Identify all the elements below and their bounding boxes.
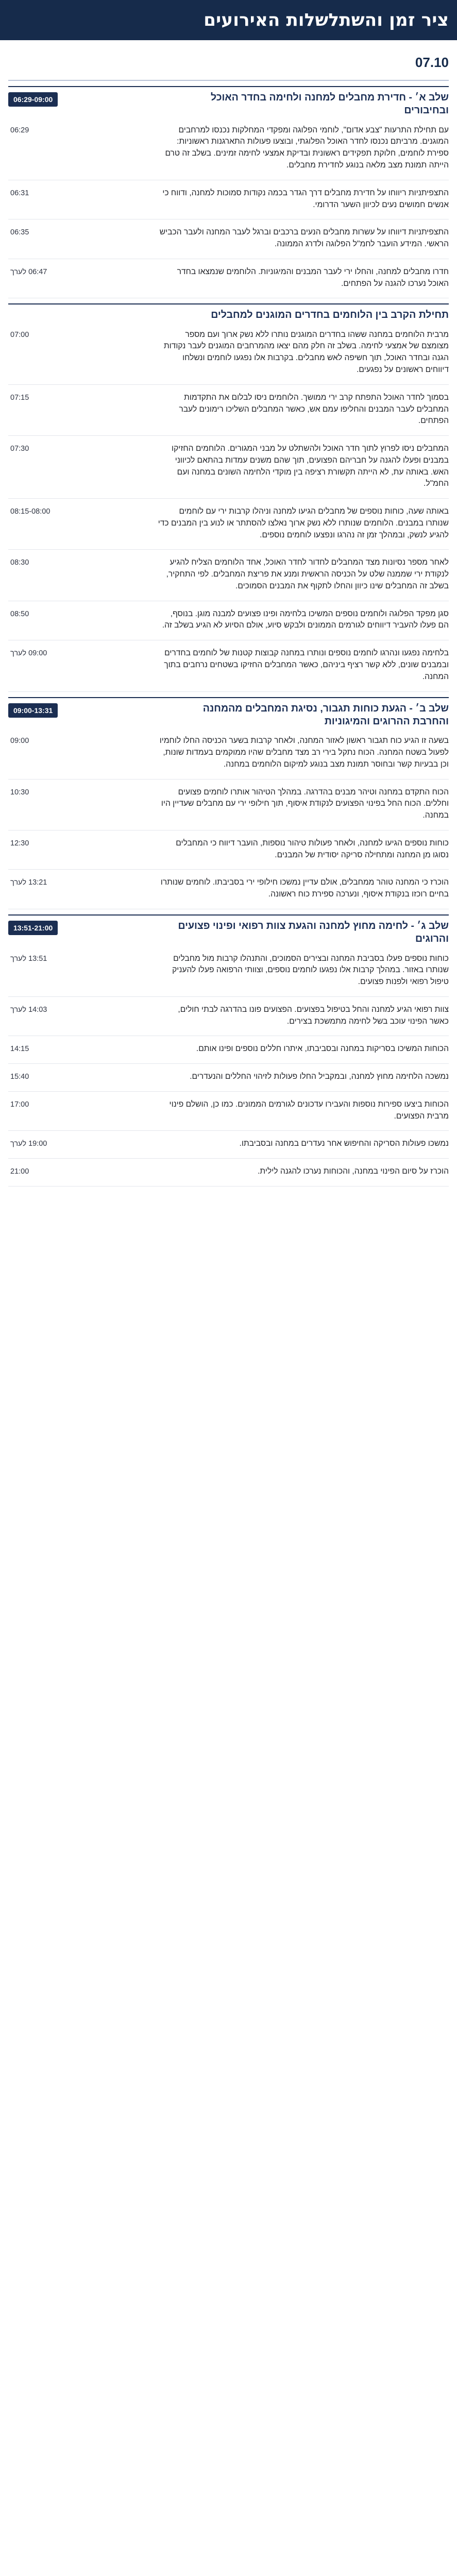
timeline-content <box>0 40 457 1187</box>
entry-paragraph: בלחימה נפגעו ונהרגו לוחמים נוספים ונותרו במחנה קבוצות קטנות של לוחמים בחדרים ובמבנים שונים, ללא קשר רציף ביניהם, כאשר המחבלים החזיקו בשטחים נרחבים בתוך המחנה. <box>164 649 449 681</box>
entry-text <box>158 735 449 770</box>
entry-text <box>158 838 449 861</box>
entry-paragraph: הכוח התקדם במחנה וטיהר מבנים בהדרגה. במהלך הטיהור אותרו לוחמים פצועים וחללים. הכוח החל בפינוי הפצועים לנקודת איסוף, תוך חילופי ירי עם מחבלים שעדיין היו במחנה. <box>161 787 449 820</box>
entry-time: 14:03 לערך <box>10 1005 47 1014</box>
timeline-entry <box>8 1064 449 1092</box>
phase-header <box>8 914 449 946</box>
entry-time: 10:30 <box>10 788 29 796</box>
entry-paragraph: מרבית הלוחמים במחנה ששהו בחדרים המוגנים נותרו ללא נשק ארוך ועם מספר מצומצם של אמצעי לחימה. בשלב זה חלק מהם יצאו מהמרחבים המוגנים לעבר נקודות הגנה ובחדר האוכל, תוך חשיפה לאש מחבלים. בקרבות אלו נפגעו לוחמים ונשלחו דיווחים ראשונים על נפגעים. <box>163 330 449 374</box>
timeline-entry <box>8 322 449 385</box>
entry-text <box>158 188 449 211</box>
entry-time: 17:00 <box>10 1100 29 1109</box>
phase-title: שלב ג׳ - לחימה מחוץ למחנה והגעת צוות רפואי ופינוי פצועים והרוגים <box>178 920 449 945</box>
entry-text <box>158 227 449 250</box>
timeline-entry <box>8 831 449 870</box>
entry-text <box>158 1004 449 1028</box>
timeline-entry <box>8 499 449 550</box>
entry-paragraph: באותה שעה, כוחות נוספים של מחבלים הגיעו למחנה וניהלו קרבות ירי עם לוחמים שנותרו במבנים. הלוחמים שנותרו ללא נשק ארוך נאלצו להסתתר או לנוע בין המבנים כדי להגיע לנשק, ובמהלך זמן זה נהרגו ונפצעו לוחמים נוספים. <box>158 507 449 539</box>
entry-time: 07:00 <box>10 330 29 339</box>
entry-paragraph: עם תחילת התרעות "צבע אדום", לוחמי הפלוגה ומפקדי המחלקות נכנסו למרחבים המוגנים. מרביתם נכנסו לחדר האוכל הפלוגתי, ובוצעו פעולות התארגנות ראשוניות: ספירת לוחמים, חלוקת תפקידים ראשונית ובדיקת אמצעי לחימה זמינים. בשלב זה טרם הייתה תמונת מצב מלאה בנוגע לחדירת מחבלים. <box>165 125 449 170</box>
date-heading <box>8 40 449 81</box>
entry-paragraph: הכוחות המשיכו בסריקות במחנה ובסביבתו, איתרו חללים נוספים ופינו אותם. <box>196 1044 449 1054</box>
entry-text <box>158 787 449 822</box>
entry-time: 13:51 לערך <box>10 954 47 963</box>
entry-paragraph: בשעה זו הגיע כוח תגבור ראשון לאזור המחנה, ולאחר קרבות בשער הכניסה החלו לוחמיו לפעול בשטח המחנה. הכוח נתקל בירי רב מצד מחבלים שהיו ממוקמים בעמדות שונות, וכן בבעיות קשר ובחוסר תמונת מצב בנוגע למיקום הלוחמים במחנה. <box>159 736 449 769</box>
timeline-entry <box>8 219 449 259</box>
entry-text <box>158 953 449 988</box>
entry-paragraph: התצפיתניות ריווחו על חדירת מחבלים דרך הגדר בכמה נקודות סמוכות למחנה, ודווח כי אנשים חמושים נעים לכיוון השער הדרומי. <box>162 188 449 209</box>
entry-paragraph: התצפיתניות דיווחו על עשרות מחבלים הנעים ברכבים וברגל לעבר המחנה ולעבר הכביש הראשי. המידע הועבר לחמ"ל הפלוגה ולדרג הממונה. <box>159 228 449 249</box>
timeline-entry <box>8 1131 449 1159</box>
entry-text <box>158 1166 449 1178</box>
timeline-entry <box>8 1036 449 1064</box>
timeline-entry <box>8 385 449 436</box>
timeline-entry <box>8 436 449 499</box>
entry-text <box>158 1043 449 1055</box>
phase-header <box>8 86 449 117</box>
entry-paragraph: לאחר מספר נסיונות מצד המחבלים לחדור לחדר האוכל, אחד הלוחמים הצליח להגיע לנקודת ירי שממנה שלט על הכניסה הראשית ומנע את פריצת המחבלים. לפי התחקיר, בשלב זה המחבלים שינו כיוון והחלו לתקוף את המבנים הסמוכים. <box>166 558 449 590</box>
phase-time-range: 06:29-09:00 <box>8 92 58 107</box>
entry-time: 06:47 לערך <box>10 267 47 276</box>
entry-time: 06:29 <box>10 126 29 134</box>
timeline-entry <box>8 640 449 691</box>
entry-text <box>158 608 449 632</box>
page-title: ציר זמן והשתלשלות האירועים <box>204 10 449 30</box>
entry-time: 19:00 לערך <box>10 1140 47 1148</box>
entry-time: 07:15 <box>10 393 29 402</box>
entry-paragraph: נמשכו פעולות הסריקה והחיפוש אחר נעדרים במחנה ובסביבתו. <box>239 1139 449 1148</box>
timeline-phases <box>8 86 449 1187</box>
entry-time: 14:15 <box>10 1045 29 1054</box>
entry-text <box>158 125 449 172</box>
timeline-entry <box>8 997 449 1037</box>
entry-time: 06:31 <box>10 189 29 197</box>
timeline-entry <box>8 1159 449 1187</box>
entry-paragraph: כוחות נוספים הגיעו למחנה, ולאחר פעולות טיהור נוספות, הועבר דיווח כי המחבלים נסוגו מן המחנה ומתחילה סריקה יסודית של המבנים. <box>176 838 449 859</box>
timeline-entry <box>8 117 449 180</box>
phase-header <box>8 697 449 728</box>
phase-time-range: 13:51-21:00 <box>8 921 58 935</box>
entry-paragraph: נמשכה הלחימה מחוץ למחנה, ובמקביל החלו פעולות לזיהוי החללים והנעדרים. <box>190 1072 449 1081</box>
entry-text <box>158 877 449 901</box>
phase-title: שלב א׳ - חדירת מחבלים למחנה ולחימה בחדר האוכל ובחיבורים <box>210 92 449 116</box>
entry-paragraph: הכוחות ביצעו ספירות נוספות והעבירו עדכונים לגורמים הממונים. כמו כן, הושלם פינוי מרבית הפצועים. <box>169 1099 449 1121</box>
entry-paragraph: סגן מפקד הפלוגה ולוחמים נוספים המשיכו בלחימה ופינו פצועים למבנה מוגן. בנוסף, הם פעלו להעביר דיווחים לגורמים הממונים ולבקש סיוע, אולם הסיוע לא הגיע בשלב זה. <box>162 609 449 630</box>
entry-time: 21:00 <box>10 1167 29 1176</box>
timeline-entry <box>8 728 449 779</box>
entry-text <box>158 1071 449 1083</box>
entry-text <box>158 443 449 490</box>
entry-paragraph: המחבלים ניסו לפרוץ לתוך חדר האוכל ולהשתלט על מבני המגורים. הלוחמים החזיקו במבנים ופעלו להגנה על חבריהם הפצועים, תוך שהם משנים עמדות בהתאם לכיווני האש. באותה עת, לא הייתה תקשורת רציפה בין מוקדי הלחימה השונים במחנה ועם החמ"ל. <box>172 444 449 488</box>
timeline-entry <box>8 779 449 831</box>
entry-text <box>158 1138 449 1150</box>
entry-time: 13:21 לערך <box>10 878 47 887</box>
entry-time: 09:00 לערך <box>10 649 47 658</box>
timeline-entry <box>8 870 449 909</box>
entry-text <box>158 329 449 376</box>
entry-text <box>158 392 449 427</box>
entry-text <box>158 1099 449 1123</box>
entry-time: 08:15-08:00 <box>10 507 50 516</box>
page-header <box>0 0 457 40</box>
phase-time-range: 09:00-13:31 <box>8 703 58 718</box>
date-label: 07.10 <box>415 55 449 70</box>
entry-time: 12:30 <box>10 839 29 848</box>
entry-text <box>158 506 449 541</box>
timeline-entry <box>8 1092 449 1131</box>
entry-time: 08:50 <box>10 609 29 618</box>
timeline-entry <box>8 601 449 641</box>
entry-time: 09:00 <box>10 737 29 745</box>
entry-paragraph: הוכרז כי המחנה טוהר ממחבלים, אולם עדיין נמשכו חילופי ירי בסביבתו. לוחמים שנותרו בחיים רוכזו בנקודת איסוף, ונערכה ספירת כוח ראשונה. <box>160 878 449 899</box>
phase-title: שלב ב׳ - הגעת כוחות תגבור, נסיגת המחבלים מהמחנה והחרבת ההרוגים והמיגוניות <box>202 702 449 727</box>
timeline-entry <box>8 946 449 997</box>
phase-title: תחילת הקרב בין הלוחמים בחדרים המוגנים למחבלים <box>211 309 449 321</box>
entry-text <box>158 648 449 683</box>
entry-text <box>158 557 449 592</box>
phase-header <box>8 303 449 321</box>
entry-paragraph: הוכרז על סיום הפינוי במחנה, והכוחות נערכו להגנה לילית. <box>258 1167 449 1176</box>
timeline-entry <box>8 180 449 220</box>
entry-text <box>158 266 449 290</box>
entry-time: 15:40 <box>10 1073 29 1081</box>
timeline-entry <box>8 550 449 601</box>
entry-paragraph: צוות רפואי הגיע למחנה והחל בטיפול בפצועים. הפצועים פונו בהדרגה לבתי חולים, כאשר הפינוי עוכב בשל לחימה מתמשכת בצירים. <box>178 1005 449 1026</box>
entry-paragraph: חדרו מחבלים למחנה, והחלו ירי לעבר המבנים והמיגוניות. הלוחמים שנמצאו בחדר האוכל נערכו להגנה על הפתחים. <box>177 267 449 288</box>
entry-time: 08:30 <box>10 558 29 567</box>
timeline-entry <box>8 259 449 299</box>
entry-paragraph: כוחות נוספים פעלו בסביבת המחנה ובצירים הסמוכים, והתנהלו קרבות מול מחבלים שנותרו באזור. במהלך קרבות אלו נפגעו לוחמים נוספים, וצוותי הרפואה פעלו להעניק טיפול רפואי ולפנות פצועים. <box>172 954 449 987</box>
entry-time: 07:30 <box>10 445 29 453</box>
entry-time: 06:35 <box>10 228 29 237</box>
entry-paragraph: בסמוך לחדר האוכל התפתח קרב ירי ממושך. הלוחמים ניסו לבלום את התקדמות המחבלים לעבר המבנים והחליפו עמם אש, כאשר המחבלים השליכו רימונים לעבר הפתחים. <box>179 393 449 426</box>
